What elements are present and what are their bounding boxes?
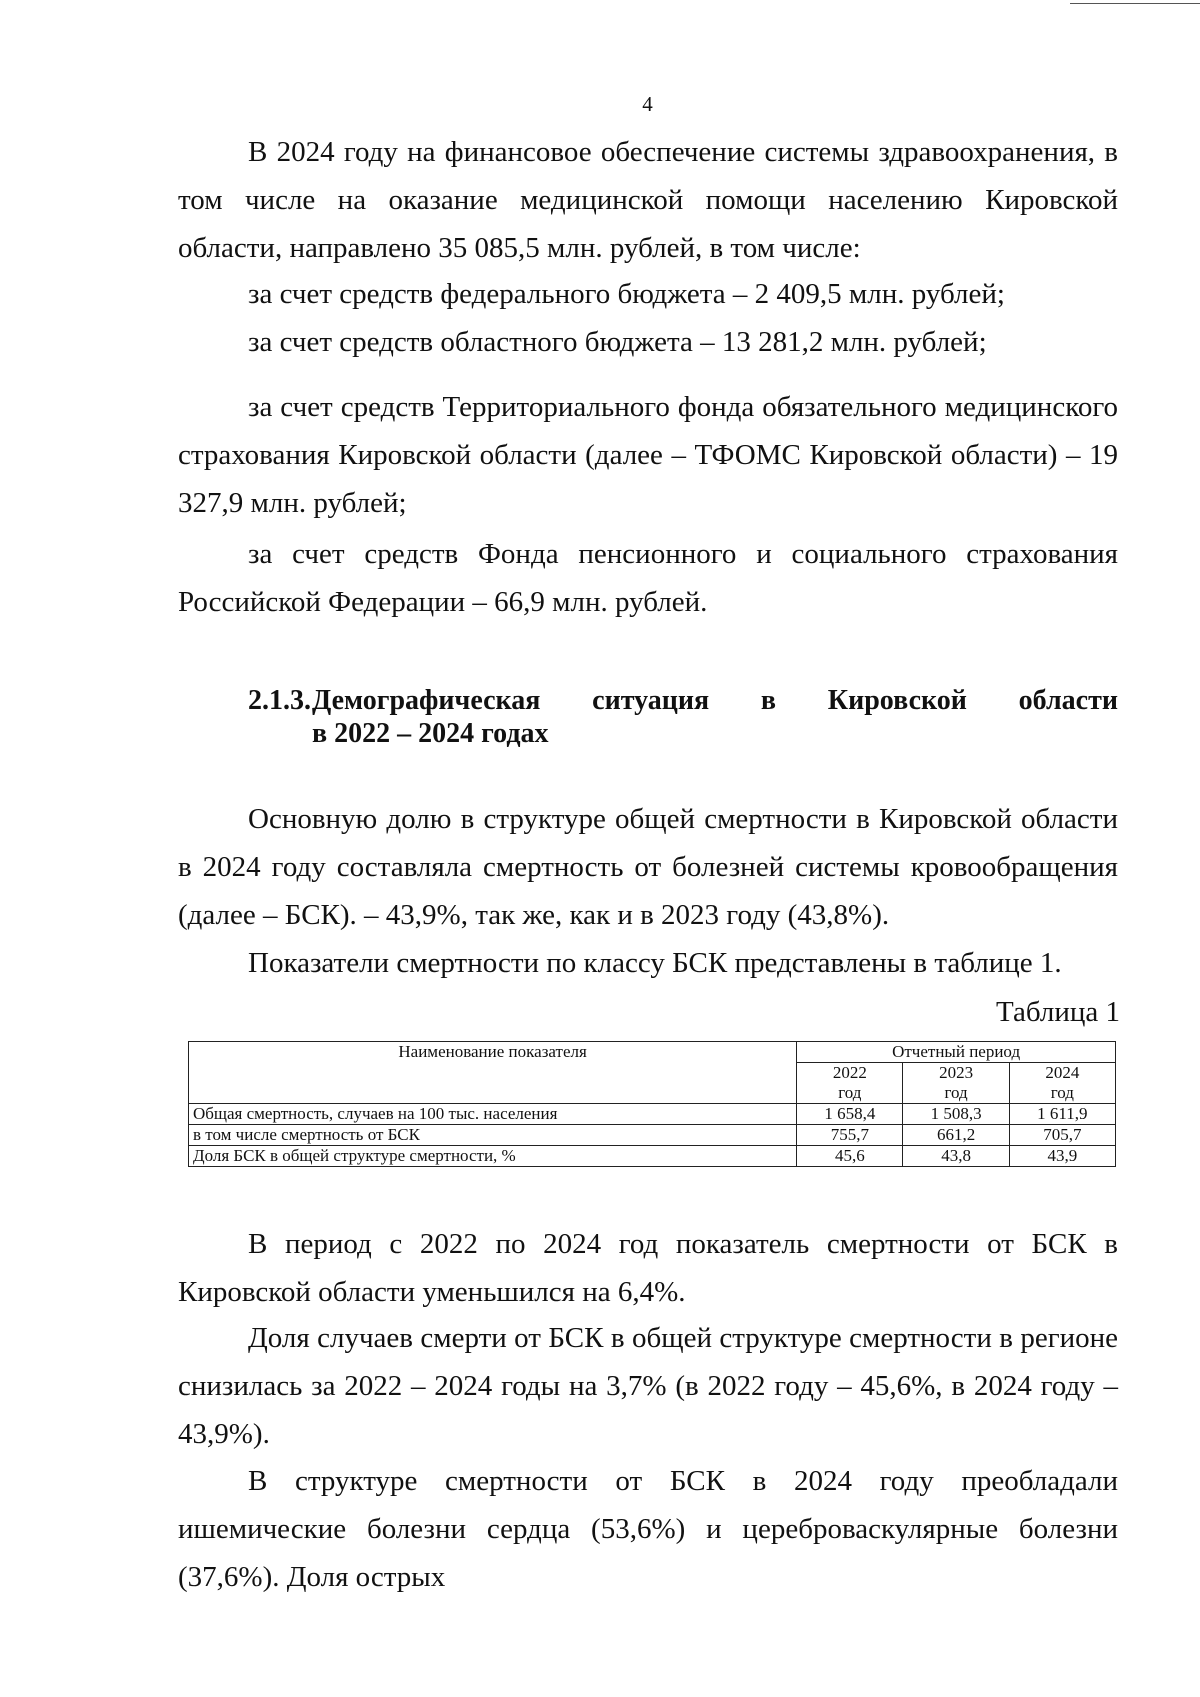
cell-value: 45,6 [797,1146,903,1167]
top-edge-line [1070,3,1200,4]
paragraph-share-decrease: Доля случаев смерти от БСК в общей структуре смертности в регионе снизилась за 2022 – 2024 годы на 3,7% (в 2022 году – 45,6%, в 2024 году – 43,9%). [178,1322,1118,1450]
paragraph-pension-fund: за счет средств Фонда пенсионного и социального страхования Российской Федерации – 66,9 млн. рублей. [178,538,1118,618]
paragraph-financing: В 2024 году на финансовое обеспечение системы здравоохранения, в том числе на оказание медицинской помощи населению Кировской области, направлено 35 085,5 млн. рублей, в том числе: [178,136,1118,264]
cell-value: 755,7 [797,1125,903,1146]
cell-value: 705,7 [1009,1125,1115,1146]
row-label: Общая смертность, случаев на 100 тыс. населения [189,1104,797,1125]
header-year: 2024 год [1009,1063,1115,1104]
mortality-table [188,1041,1116,1167]
table-row [189,1104,1116,1125]
paragraph-table-intro: Показатели смертности по классу БСК представлены в таблице 1. [248,947,1062,979]
heading-word: в [760,685,777,716]
page-number: 4 [642,92,653,116]
paragraph-mortality-decrease: В период с 2022 по 2024 год показатель смертности от БСК в Кировской области уменьшился на 6,4%. [178,1228,1118,1308]
table-row [189,1125,1116,1146]
cell-value: 1 508,3 [903,1104,1009,1125]
table-caption: Таблица 1 [995,996,1120,1028]
heading-word: Кировской [827,685,967,716]
cell-value: 661,2 [903,1125,1009,1146]
cell-value: 43,9 [1009,1146,1115,1167]
paragraph-regional-budget: за счет средств областного бюджета – 13 281,2 млн. рублей; [248,326,987,358]
heading-word: Демографическая [312,685,541,716]
paragraph-tfoms: за счет средств Территориального фонда обязательного медицинского страхования Кировской области (далее – ТФОМС Кировской области) – 19 327,9 млн. рублей; [178,391,1118,519]
paragraph-federal-budget: за счет средств федерального бюджета – 2 409,5 млн. рублей; [248,278,1005,310]
paragraph-mortality-structure: Основную долю в структуре общей смертности в Кировской области в 2024 году составляла смертность от болезней системы кровообращения (далее – БСК). – 43,9%, так же, как и в 2023 году (43,8%). [178,803,1118,931]
section-heading-line2: в 2022 – 2024 годах [312,718,549,749]
heading-word: области [1018,685,1118,716]
heading-word: ситуация [592,685,710,716]
header-indicator-name: Наименование показателя [189,1042,797,1104]
header-year: 2022 год [797,1063,903,1104]
header-year: 2023 год [903,1063,1009,1104]
table-header-row [189,1042,1116,1063]
cell-value: 1 658,4 [797,1104,903,1125]
header-reporting-period: Отчетный период [797,1042,1116,1063]
row-label: Доля БСК в общей структуре смертности, % [189,1146,797,1167]
section-heading-line1 [312,685,1118,717]
section-number: 2.1.3. [248,685,311,716]
table-row [189,1146,1116,1167]
cell-value: 43,8 [903,1146,1009,1167]
cell-value: 1 611,9 [1009,1104,1115,1125]
row-label: в том числе смертность от БСК [189,1125,797,1146]
paragraph-structure-2024: В структуре смертности от БСК в 2024 году преобладали ишемические болезни сердца (53,6%) и цереброваскулярные болезни (37,6%). Доля острых [178,1465,1118,1593]
